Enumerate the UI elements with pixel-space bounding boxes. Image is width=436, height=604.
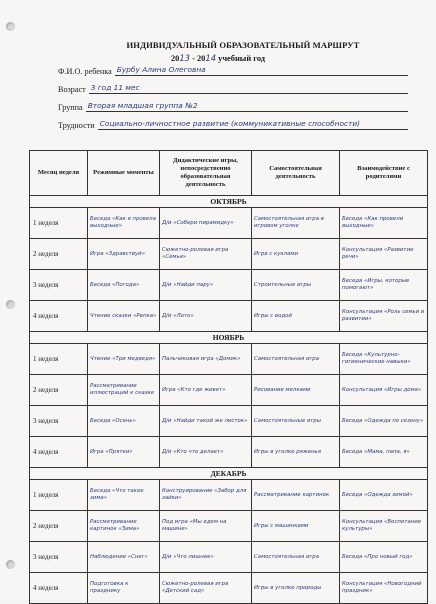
handwritten-entry: Рассматривание картинок «Зима» [88,511,160,542]
table-row [30,406,428,437]
year-end: 14 [205,53,217,63]
academic-year: 2013 - 2014 учебный год [170,53,266,63]
handwritten-entry: Д/и «Кто что делает» [160,437,252,468]
handwritten-entry: Самостоятельная игра в игровом уголке [252,208,340,239]
document-title: ИНДИВИДУАЛЬНЫЙ ОБРАЗОВАТЕЛЬНЫЙ МАРШРУТ [126,40,360,50]
week-label: 4 неделя [30,437,88,468]
handwritten-entry: Игры с водой [252,301,340,332]
handwritten-entry: Пальчиковая игра «Домик» [160,344,252,375]
handwritten-entry: Самостоятельная игра [252,344,340,375]
month-row [30,196,428,208]
handwritten-entry: Сюжетно-ролевая игра «Семья» [160,239,252,270]
handwritten-entry: Игра «Здравствуй» [88,239,160,270]
month-row [30,468,428,480]
binder-hole [6,22,15,31]
handwritten-entry: Д/и «Лото» [160,301,252,332]
handwritten-entry: Игры с машинками [252,511,340,542]
binder-hole [6,560,15,569]
week-label: 2 неделя [30,239,88,270]
table-row [30,437,428,468]
header-parents: Взаимодействие с родителями [340,151,428,196]
table-row [30,511,428,542]
table-row [30,344,428,375]
handwritten-entry: Консультация «Развитие речи» [340,239,428,270]
table-row [30,573,428,604]
table-row [30,480,428,511]
week-label: 3 неделя [30,542,88,573]
handwritten-entry: Строительные игры [252,270,340,301]
week-label: 4 неделя [30,573,88,604]
handwritten-entry: Беседа «Погода» [88,270,160,301]
handwritten-entry: Консультация «Воспитание культуры» [340,511,428,542]
week-label: 2 неделя [30,511,88,542]
handwritten-entry: Беседа «Как я провела выходные» [88,208,160,239]
header-routine: Режимные моменты [88,151,160,196]
handwritten-entry: Чтение «Три медведя» [88,344,160,375]
header-month-week: Месяц неделя [30,151,88,196]
table-row [30,542,428,573]
handwritten-entry: Рисование мелками [252,375,340,406]
difficulty-field: Трудности Социально-личностное развитие (коммуникативные способности) [58,118,408,130]
difficulty-value: Социально-личностное развитие (коммуникативные способности) [98,118,408,130]
handwritten-entry: Беседа «Одежда зимой» [340,480,428,511]
handwritten-entry: Консультация «Роль семьи в развитии» [340,301,428,332]
handwritten-entry: Конструирование «Забор для зайки» [160,480,252,511]
route-table [29,150,428,604]
handwritten-entry: Беседа «Про новый год» [340,542,428,573]
handwritten-entry: Рассматривание иллюстраций к сказке [88,375,160,406]
handwritten-entry: Д/и «Что лишнее» [160,542,252,573]
handwritten-entry: Беседа «Как провели выходные» [340,208,428,239]
month-label: НОЯБРЬ [30,332,428,344]
handwritten-entry: Игры в уголке природы [252,573,340,604]
table-row [30,208,428,239]
handwritten-entry: Д/и «Собери пирамидку» [160,208,252,239]
child-name-field: Ф.И.О. ребенка Бурбу Алина Олеговна [58,64,408,76]
age-field: Возраст 3 год 11 мес [58,82,408,94]
header-independent: Самостоятельная деятельность [252,151,340,196]
handwritten-entry: Под игра «Мы едем на машине» [160,511,252,542]
handwritten-entry: Беседа «Одежда по сезону» [340,406,428,437]
handwritten-entry: Самостоятельная игра [252,542,340,573]
binder-hole [6,300,15,309]
handwritten-entry: Подготовка к празднику [88,573,160,604]
handwritten-entry: Игра «Прятки» [88,437,160,468]
group-field: Группа Вторая младшая группа №2 [58,100,408,112]
group-value: Вторая младшая группа №2 [86,100,408,112]
handwritten-entry: Наблюдение «Снег» [88,542,160,573]
age-value: 3 год 11 мес [89,82,408,94]
handwritten-entry: Рассматривание картинок [252,480,340,511]
week-label: 1 неделя [30,480,88,511]
handwritten-entry: Игра с куклами [252,239,340,270]
handwritten-entry: Беседа «Мама, папа, я» [340,437,428,468]
child-name-value: Бурбу Алина Олеговна [115,64,408,76]
month-label: ДЕКАБРЬ [30,468,428,480]
table-row [30,270,428,301]
handwritten-entry: Чтение сказки «Репка» [88,301,160,332]
handwritten-entry: Беседа «Осень» [88,406,160,437]
handwritten-entry: Консультация «Игры дома» [340,375,428,406]
week-label: 4 неделя [30,301,88,332]
handwritten-entry: Самостоятельные игры [252,406,340,437]
week-label: 3 неделя [30,406,88,437]
header-didactic: Дидактические игры, непосредственно образовательная деятельность [160,151,252,196]
week-label: 1 неделя [30,208,88,239]
handwritten-entry: Сюжетно-ролевая игра «Детский сад» [160,573,252,604]
month-row [30,332,428,344]
handwritten-entry: Беседа «Игры, которые помогают» [340,270,428,301]
table-row [30,375,428,406]
handwritten-entry: Д/и «Найди пару» [160,270,252,301]
handwritten-entry: Консультация «Новогодний праздник» [340,573,428,604]
year-start: 13 [179,53,191,63]
week-label: 2 неделя [30,375,88,406]
handwritten-entry: Игры в уголке ряженья [252,437,340,468]
handwritten-entry: Беседа «Что такое зима» [88,480,160,511]
table-row [30,301,428,332]
month-label: ОКТЯБРЬ [30,196,428,208]
handwritten-entry: Д/и «Найди такой же листок» [160,406,252,437]
handwritten-entry: Беседа «Культурно-гигиенические навыки» [340,344,428,375]
week-label: 3 неделя [30,270,88,301]
week-label: 1 неделя [30,344,88,375]
handwritten-entry: Игра «Кто где живет» [160,375,252,406]
table-row [30,239,428,270]
